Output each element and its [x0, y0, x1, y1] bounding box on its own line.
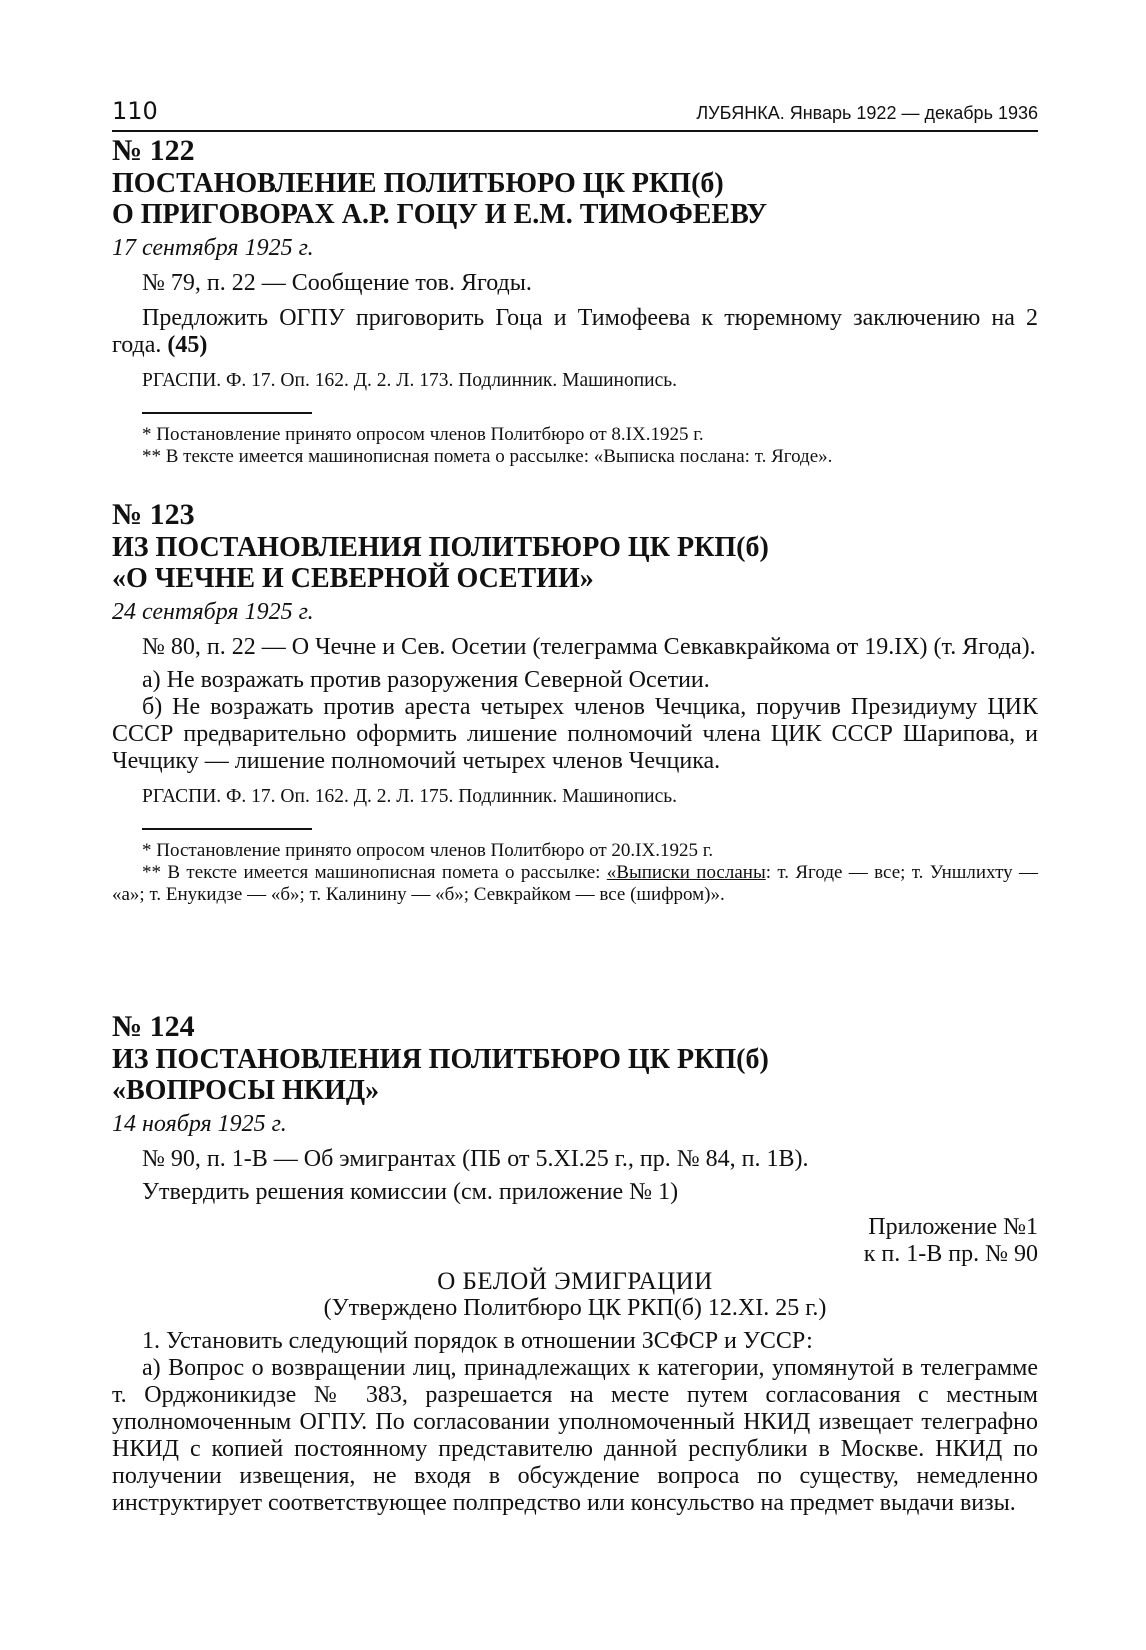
doc-title-line1: ПОСТАНОВЛЕНИЕ ПОЛИТБЮРО ЦК РКП(б) — [112, 168, 724, 199]
doc-title-line1: ИЗ ПОСТАНОВЛЕНИЯ ПОЛИТБЮРО ЦК РКП(б) — [112, 532, 769, 563]
doc-number: № 123 — [112, 498, 195, 531]
appendix-approval: (Утверждено Политбюро ЦК РКП(б) 12.XI. 25 г.) — [323, 1295, 827, 1321]
footnote-1: * Постановление принято опросом членов Политбюро от 20.IX.1925 г. — [142, 840, 714, 861]
book-title: ЛУБЯНКА. Январь 1922 — декабрь 1936 — [696, 103, 1038, 123]
footnote-divider — [142, 828, 312, 830]
doc-decision: Утвердить решения комиссии (см. приложение № 1) — [142, 1179, 679, 1205]
footnote-2 — [112, 862, 1038, 906]
doc-item: № 90, п. 1-В — Об эмигрантах (ПБ от 5.XI.25 г., пр. № 84, п. 1В). — [142, 1146, 809, 1172]
footnote-divider — [142, 412, 312, 414]
point-b: б) Не возражать против ареста четырех членов Чечцика, поручив Президиуму ЦИК СССР предварительно оформить лишение полномочий члена ЦИК СССР Шарипова, и Чечцику — лишение полномочий четырех членов Чечцика. — [112, 694, 1038, 774]
appendix-label-line2: к п. 1-В пр. № 90 — [863, 1241, 1038, 1267]
footnote-2-underlined: «Выписки посланы — [606, 862, 766, 883]
archive-reference: РГАСПИ. Ф. 17. Оп. 162. Д. 2. Л. 175. Подлинник. Машинопись. — [142, 786, 678, 807]
appendix-heading: О БЕЛОЙ ЭМИГРАЦИИ — [437, 1268, 713, 1295]
doc-text — [112, 305, 1038, 359]
document-122 — [112, 136, 1038, 468]
footnote-2-rest: : т. Ягоде — все; т. Уншлихту — «а»; т. Енукидзе — «б»; т. Калинину — «б»; Севкрайком — все (шифром)». — [112, 862, 1038, 905]
note-reference: (45) — [167, 332, 208, 358]
document-123 — [112, 500, 1038, 906]
doc-title-line2: «О ЧЕЧНЕ И СЕВЕРНОЙ ОСЕТИИ» — [112, 563, 594, 594]
point-1: 1. Установить следующий порядок в отношении ЗСФСР и УССР: — [142, 1328, 813, 1354]
running-header — [112, 96, 1038, 132]
footnote-2-lead: ** В тексте имеется машинописная помета о рассылке: — [142, 862, 607, 883]
archive-reference: РГАСПИ. Ф. 17. Оп. 162. Д. 2. Л. 173. Подлинник. Машинопись. — [142, 370, 678, 391]
appendix-label-line1: Приложение №1 — [868, 1214, 1038, 1240]
doc-number: № 124 — [112, 1010, 195, 1043]
doc-title-line1: ИЗ ПОСТАНОВЛЕНИЯ ПОЛИТБЮРО ЦК РКП(б) — [112, 1044, 769, 1075]
document-124 — [112, 1012, 1038, 1517]
doc-date: 17 сентября 1925 г. — [112, 235, 314, 261]
doc-title-line2: «ВОПРОСЫ НКИД» — [112, 1075, 380, 1106]
doc-date: 24 сентября 1925 г. — [112, 599, 314, 625]
doc-date: 14 ноября 1925 г. — [112, 1111, 287, 1137]
point-a: а) Не возражать против разоружения Северной Осетии. — [142, 667, 710, 693]
doc-number: № 122 — [112, 134, 195, 167]
page-number: 110 — [112, 97, 158, 125]
doc-text-body: Предложить ОГПУ приговорить Гоца и Тимофеева к тюремному заключению на 2 года. — [112, 305, 1038, 358]
doc-item: № 80, п. 22 — О Чечне и Сев. Осетии (телеграмма Севкавкрайкома от 19.IX) (т. Ягода). — [142, 634, 1036, 660]
footnote-1: * Постановление принято опросом членов Политбюро от 8.IX.1925 г. — [142, 424, 704, 445]
doc-title-line2: О ПРИГОВОРАХ А.Р. ГОЦУ И Е.М. ТИМОФЕЕВУ — [112, 199, 768, 230]
doc-item: № 79, п. 22 — Сообщение тов. Ягоды. — [142, 270, 532, 296]
point-1a: а) Вопрос о возвращении лиц, принадлежащих к категории, упомянутой в телеграмме т. Орджоникидзе № 383, разрешается на месте путем согласования с местным уполномоченным ОГПУ. По согласовании уполномоченный НКИД извещает телеграфно НКИД с копией постоянному представителю данной республики в Москве. НКИД по получении извещения, не входя в обсуждение вопроса по существу, немедленно инструктирует соответствующее полпредство или консульство на предмет выдачи визы. — [112, 1355, 1038, 1516]
footnote-2: ** В тексте имеется машинописная помета о рассылке: «Выписка послана: т. Ягоде». — [142, 446, 833, 467]
